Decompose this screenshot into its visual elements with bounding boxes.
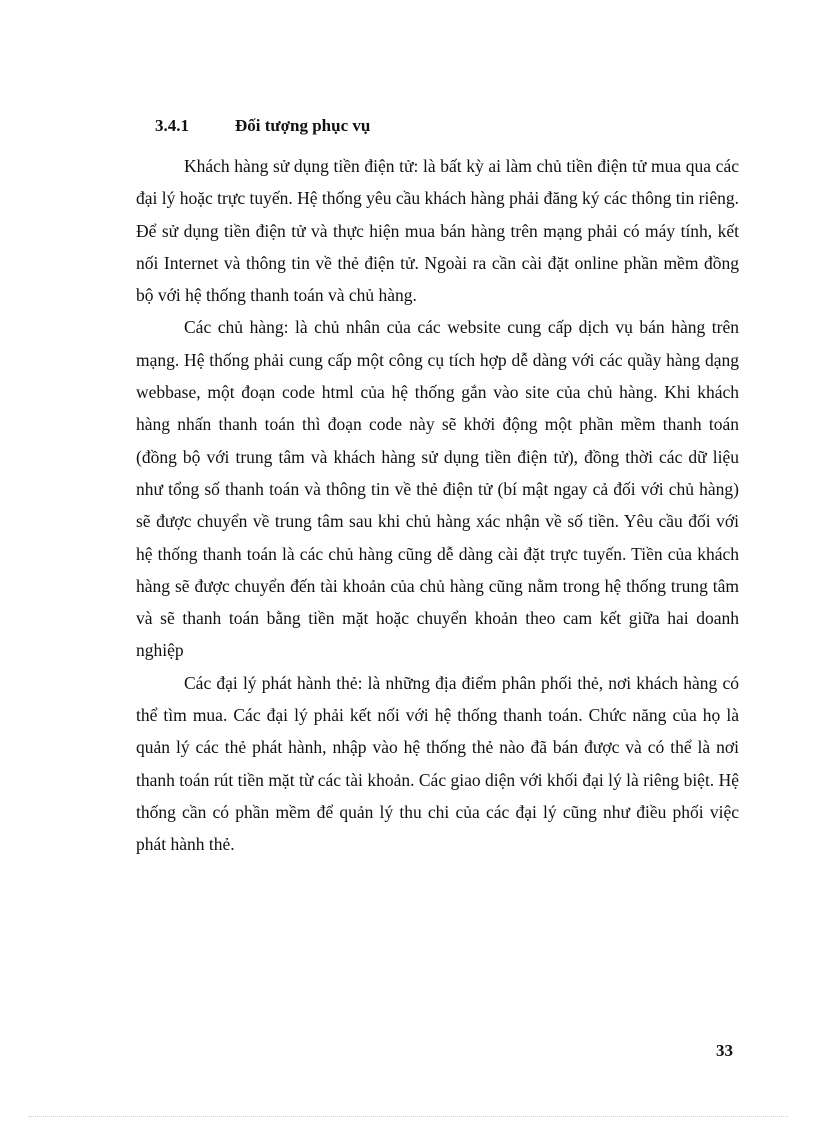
body-text: [136, 150, 739, 861]
paragraph-merchants: Các chủ hàng: là chủ nhân của các website cung cấp dịch vụ bán hàng trên mạng. Hệ thống phải cung cấp một công cụ tích hợp dễ dàng với các quầy hàng dạng webbase, một đoạn code html của hệ thống gắn vào site của chủ hàng. Khi khách hàng nhấn thanh toán thì đoạn code này sẽ khởi động một phần mềm thanh toán (đồng bộ với trung tâm và khách hàng sử dụng tiền điện tử), đồng thời các dữ liệu như tổng số thanh toán và thông tin về thẻ điện tử (bí mật ngay cả đối với chủ hàng) sẽ được chuyển về trung tâm sau khi chủ hàng xác nhận về số tiền. Yêu cầu đối với hệ thống thanh toán là các chủ hàng cũng dễ dàng cài đặt trực tuyến. Tiền của khách hàng sẽ được chuyển đến tài khoản của chủ hàng cũng nằm trong hệ thống trung tâm và sẽ thanh toán bằng tiền mặt hoặc chuyển khoản theo cam kết giữa hai doanh nghiệp: [136, 317, 739, 661]
paragraph-customers: Khách hàng sử dụng tiền điện tử: là bất kỳ ai làm chủ tiền điện tử mua qua các đại lý hoặc trực tuyến. Hệ thống yêu cầu khách hàng phải đăng ký các thông tin riêng. Để sử dụng tiền điện tử và thực hiện mua bán hàng trên mạng phải có máy tính, kết nối Internet và thông tin về thẻ điện tử. Ngoài ra cần cài đặt online phần mềm đồng bộ với hệ thống thanh toán và chủ hàng.: [136, 156, 739, 306]
section-heading: [155, 115, 370, 137]
page-bottom-divider: [28, 1116, 788, 1117]
paragraph-card-agents: Các đại lý phát hành thẻ: là những địa điểm phân phối thẻ, nơi khách hàng có thể tìm mua. Các đại lý phải kết nối với hệ thống thanh toán. Chức năng của họ là quản lý các thẻ phát hành, nhập vào hệ thống thẻ nào đã bán được và có thể là nơi thanh toán rút tiền mặt từ các tài khoản. Các giao diện với khối đại lý là riêng biệt. Hệ thống cần có phần mềm để quản lý thu chi của các đại lý cũng như điều phối việc phát hành thẻ.: [136, 672, 739, 855]
section-number: 3.4.1: [155, 116, 189, 135]
page-number: 33: [716, 1041, 733, 1060]
section-title: Đối tượng phục vụ: [235, 116, 371, 135]
